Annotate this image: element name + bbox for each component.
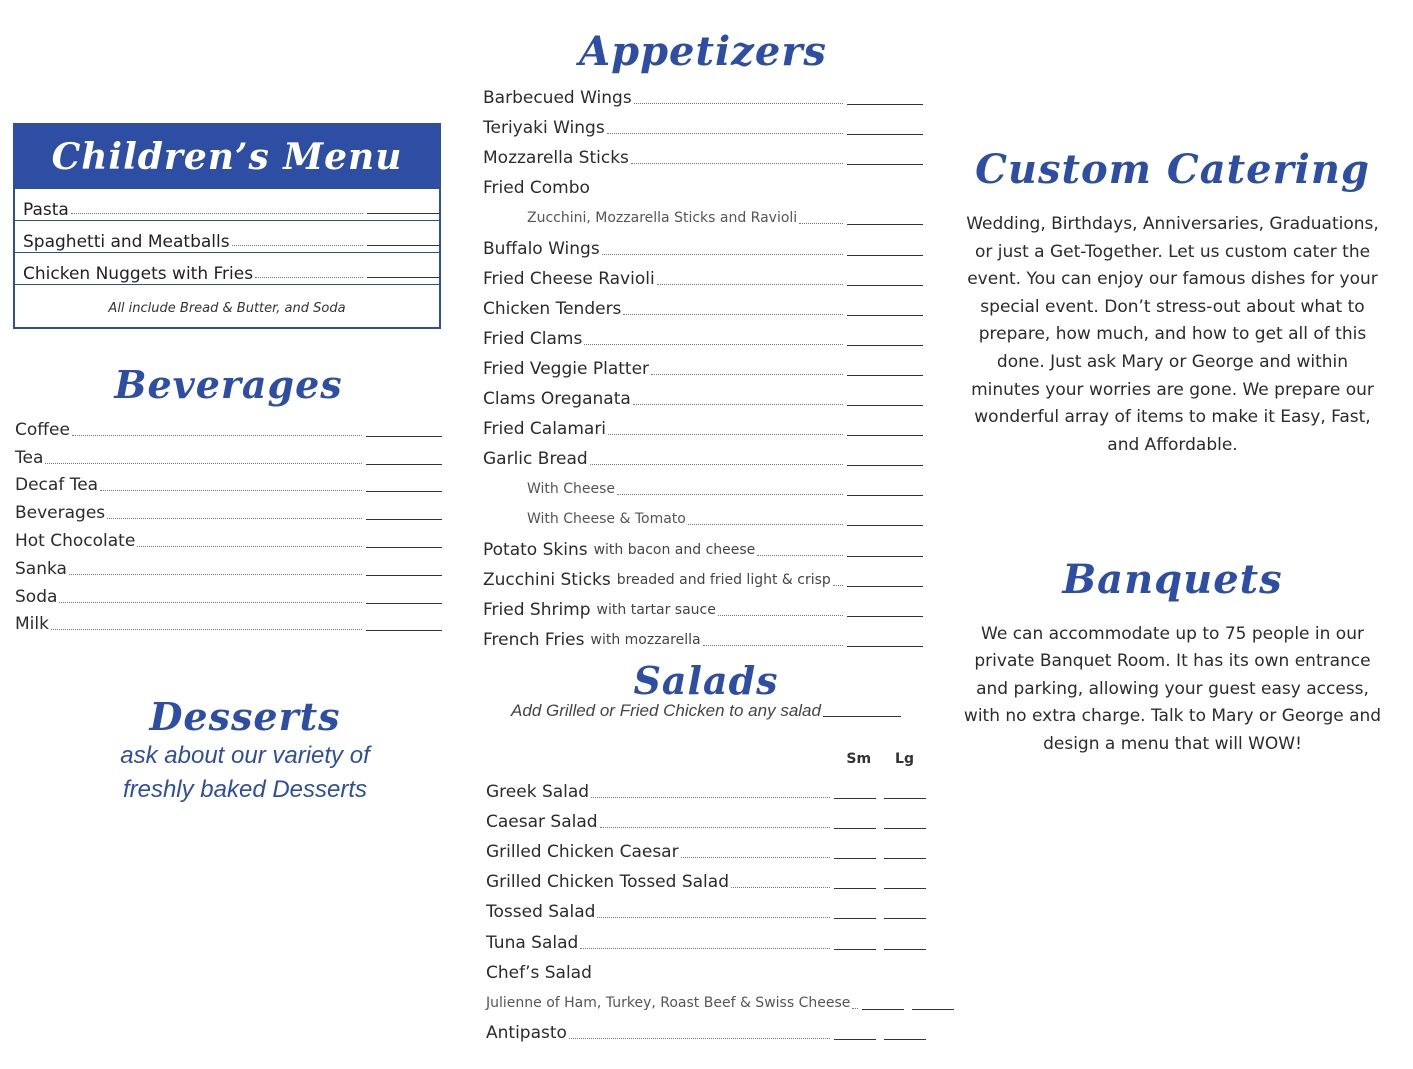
menu-item	[483, 591, 923, 621]
salads-addon-text: Add Grilled or Fried Chicken to any salad	[511, 701, 821, 720]
menu-item	[483, 169, 923, 199]
menu-item-name: Pasta	[23, 200, 69, 220]
price-blank-large	[884, 858, 926, 859]
leader-dots	[731, 887, 830, 888]
menu-item	[486, 893, 926, 923]
price-blank	[847, 255, 923, 256]
menu-item	[483, 260, 923, 290]
menu-item	[483, 440, 923, 470]
leader-dots	[718, 615, 843, 616]
price-blank	[847, 405, 923, 406]
desserts-line-2: freshly baked Desserts	[122, 776, 368, 803]
menu-item	[483, 410, 923, 440]
price-blank	[847, 224, 923, 225]
price-blank-small	[862, 1009, 904, 1010]
menu-item-name: Grilled Chicken Caesar	[486, 842, 679, 863]
menu-item	[486, 833, 926, 863]
menu-item-name: Chicken Nuggets with Fries	[23, 264, 254, 284]
leader-dots	[688, 524, 843, 525]
price-blank	[847, 375, 923, 376]
menu-item-name: Decaf Tea	[15, 475, 99, 496]
size-headers	[486, 751, 926, 773]
leader-dots	[232, 245, 363, 246]
leader-dots	[607, 133, 843, 134]
leader-dots	[852, 1008, 858, 1009]
menu-item-name: Antipasto	[486, 1022, 567, 1043]
beverages-title: Beverages	[114, 362, 343, 407]
menu-item-name: Teriyaki Wings	[483, 118, 605, 139]
leader-dots	[799, 223, 843, 224]
leader-dots	[584, 344, 843, 345]
salads-section	[486, 658, 926, 1044]
appetizers-title: Appetizers	[579, 28, 827, 75]
beverages-section	[15, 362, 442, 635]
menu-item-description: breaded and fried light & crisp	[616, 571, 831, 588]
price-blank	[367, 245, 439, 246]
menu-item	[483, 109, 923, 139]
price-blank-large	[884, 888, 926, 889]
menu-item-name: Potato Skins	[483, 539, 588, 560]
menu-item-detail	[483, 199, 923, 229]
custom-catering-title: Custom Catering	[975, 146, 1370, 193]
price-blank	[847, 134, 923, 135]
menu-item-name: Buffalo Wings	[483, 238, 600, 259]
menu-item	[15, 189, 439, 221]
price-blank	[366, 519, 442, 520]
menu-item	[483, 139, 923, 169]
menu-item-name: Chef’s Salad	[486, 962, 592, 983]
desserts-section	[60, 694, 430, 807]
menu-item-detail	[486, 984, 926, 1014]
childrens-menu-note: All include Bread & Butter, and Soda	[108, 301, 346, 316]
menu-item-name: Zucchini Sticks	[483, 569, 611, 590]
menu-item-name: Garlic Bread	[483, 449, 588, 470]
salads-addon	[486, 701, 926, 721]
price-blank	[366, 630, 442, 631]
salads-title: Salads	[633, 658, 779, 703]
leader-dots	[580, 948, 830, 949]
menu-item-name: French Fries	[483, 629, 585, 650]
menu-item-name: Grilled Chicken Tossed Salad	[486, 872, 729, 893]
price-blank-small	[834, 918, 876, 919]
menu-item-name: Fried Clams	[483, 328, 583, 349]
price-blank	[847, 646, 923, 647]
menu-item	[486, 863, 926, 893]
custom-catering-section	[960, 146, 1385, 459]
price-blank-large	[884, 828, 926, 829]
leader-dots	[597, 917, 830, 918]
price-blank-large	[884, 798, 926, 799]
leader-dots	[137, 546, 362, 547]
banquets-title: Banquets	[1062, 556, 1283, 603]
leader-dots	[45, 463, 362, 464]
leader-dots	[569, 1038, 830, 1039]
price-blank	[847, 495, 923, 496]
menu-item-name: Sanka	[15, 558, 67, 579]
banquets-section	[960, 556, 1385, 758]
menu-item	[15, 221, 439, 253]
childrens-menu-banner	[15, 125, 439, 189]
menu-item-name: Caesar Salad	[486, 812, 598, 833]
menu-item-detail	[483, 500, 923, 530]
size-large-label: Lg	[895, 751, 914, 767]
menu-item-name: Greek Salad	[486, 782, 590, 803]
price-blank-large	[884, 1039, 926, 1040]
price-blank	[847, 465, 923, 466]
menu-item-description: with tartar sauce	[596, 601, 716, 618]
leader-dots	[623, 314, 843, 315]
leader-dots	[72, 435, 362, 436]
price-blank	[847, 525, 923, 526]
price-blank-small	[834, 828, 876, 829]
price-blank	[847, 104, 923, 105]
leader-dots	[591, 797, 830, 798]
leader-dots	[651, 374, 843, 375]
price-blank	[847, 586, 923, 587]
menu-item	[483, 530, 923, 560]
price-blank	[823, 716, 901, 717]
banquets-body: We can accommodate up to 75 people in our private Banquet Room. It has its own entrance and parking, allowing your guest easy access, with no extra charge. Talk to Mary or George and design a menu that will WOW!	[963, 624, 1382, 754]
leader-dots	[703, 645, 843, 646]
leader-dots	[107, 518, 362, 519]
menu-item	[486, 954, 926, 984]
leader-dots	[602, 254, 843, 255]
menu-item-name: Spaghetti and Meatballs	[23, 232, 230, 252]
menu-item	[486, 773, 926, 803]
price-blank-small	[834, 888, 876, 889]
leader-dots	[71, 213, 363, 214]
price-blank	[366, 491, 442, 492]
menu-item-name: Mozzarella Sticks	[483, 148, 629, 169]
price-blank	[847, 345, 923, 346]
menu-item	[483, 290, 923, 320]
leader-dots	[631, 163, 843, 164]
leader-dots	[51, 629, 362, 630]
desserts-line-1: ask about our variety of	[120, 742, 370, 769]
price-blank	[847, 164, 923, 165]
desserts-title: Desserts	[149, 694, 341, 739]
leader-dots	[69, 574, 362, 575]
menu-item	[15, 524, 442, 552]
price-blank	[366, 603, 442, 604]
menu-item-name: With Cheese	[527, 481, 616, 498]
price-blank	[847, 616, 923, 617]
leader-dots	[833, 585, 843, 586]
leader-dots	[59, 602, 362, 603]
menu-item-name: Julienne of Ham, Turkey, Roast Beef & Swiss Cheese	[486, 994, 851, 1011]
price-blank	[367, 277, 439, 278]
price-blank	[847, 556, 923, 557]
menu-item-description: with mozzarella	[590, 631, 701, 648]
price-blank	[366, 575, 442, 576]
custom-catering-body: Wedding, Birthdays, Anniversaries, Graduations, or just a Get-Together. Let us custom cater the event. You can enjoy our famous dishes for your special event. Don’t stress-out about what to prepare, how much, and how to get all of this done. Just ask Mary or George and within minutes your worries are gone. We prepare our wonderful array of items to make it Easy, Fast, and Affordable.	[966, 214, 1379, 455]
menu-item	[15, 469, 442, 497]
leader-dots	[757, 555, 843, 556]
price-blank	[366, 547, 442, 548]
menu-item	[483, 561, 923, 591]
leader-dots	[617, 494, 843, 495]
price-blank	[847, 285, 923, 286]
price-blank-large	[884, 918, 926, 919]
menu-item	[15, 552, 442, 580]
price-blank-large	[912, 1009, 954, 1010]
menu-item	[486, 803, 926, 833]
menu-item-name: Tossed Salad	[486, 902, 596, 923]
price-blank	[366, 436, 442, 437]
menu-item	[483, 621, 923, 651]
leader-dots	[100, 490, 362, 491]
menu-item-description: with bacon and cheese	[593, 541, 756, 558]
menu-item	[483, 229, 923, 259]
menu-item	[483, 350, 923, 380]
menu-item-name: Fried Shrimp	[483, 599, 591, 620]
menu-item-name: Beverages	[15, 503, 106, 524]
price-blank	[366, 464, 442, 465]
menu-item	[483, 380, 923, 410]
leader-dots	[255, 277, 363, 278]
menu-item-name: Zucchini, Mozzarella Sticks and Ravioli	[527, 210, 798, 227]
menu-item-name: Soda	[15, 586, 58, 607]
leader-dots	[633, 404, 843, 405]
menu-item	[15, 441, 442, 469]
leader-dots	[590, 464, 843, 465]
menu-item-name: Coffee	[15, 419, 70, 440]
menu-item-name: Hot Chocolate	[15, 530, 136, 551]
menu-item-name: Clams Oreganata	[483, 389, 631, 410]
price-blank-small	[834, 858, 876, 859]
menu-item-detail	[483, 470, 923, 500]
menu-item	[15, 413, 442, 441]
menu-item-name: Chicken Tenders	[483, 298, 622, 319]
leader-dots	[600, 827, 830, 828]
menu-item	[483, 79, 923, 109]
menu-item-name: With Cheese & Tomato	[527, 511, 686, 528]
appetizers-section	[483, 28, 923, 651]
price-blank-small	[834, 798, 876, 799]
price-blank-large	[884, 949, 926, 950]
price-blank-small	[834, 949, 876, 950]
menu-item-name: Tuna Salad	[486, 932, 579, 953]
menu-item-name: Fried Cheese Ravioli	[483, 268, 655, 289]
menu-item	[15, 580, 442, 608]
childrens-menu-box	[13, 123, 441, 329]
leader-dots	[657, 284, 843, 285]
menu-item	[15, 253, 439, 285]
leader-dots	[608, 434, 843, 435]
menu-item	[486, 1014, 926, 1044]
menu-item-name: Tea	[15, 447, 44, 468]
menu-item-name: Fried Calamari	[483, 419, 607, 440]
menu-item-name: Milk	[15, 614, 49, 635]
leader-dots	[681, 857, 830, 858]
menu-item	[483, 320, 923, 350]
menu-item	[15, 496, 442, 524]
price-blank-small	[834, 1039, 876, 1040]
price-blank	[847, 435, 923, 436]
price-blank	[367, 213, 439, 214]
menu-item-name: Fried Combo	[483, 178, 590, 199]
leader-dots	[634, 103, 843, 104]
price-blank	[847, 315, 923, 316]
menu-item-name: Fried Veggie Platter	[483, 358, 650, 379]
childrens-menu-title: Children’s Menu	[51, 136, 403, 178]
size-small-label: Sm	[846, 751, 872, 767]
menu-item-name: Barbecued Wings	[483, 88, 632, 109]
menu-item	[15, 608, 442, 636]
menu-item	[486, 923, 926, 953]
